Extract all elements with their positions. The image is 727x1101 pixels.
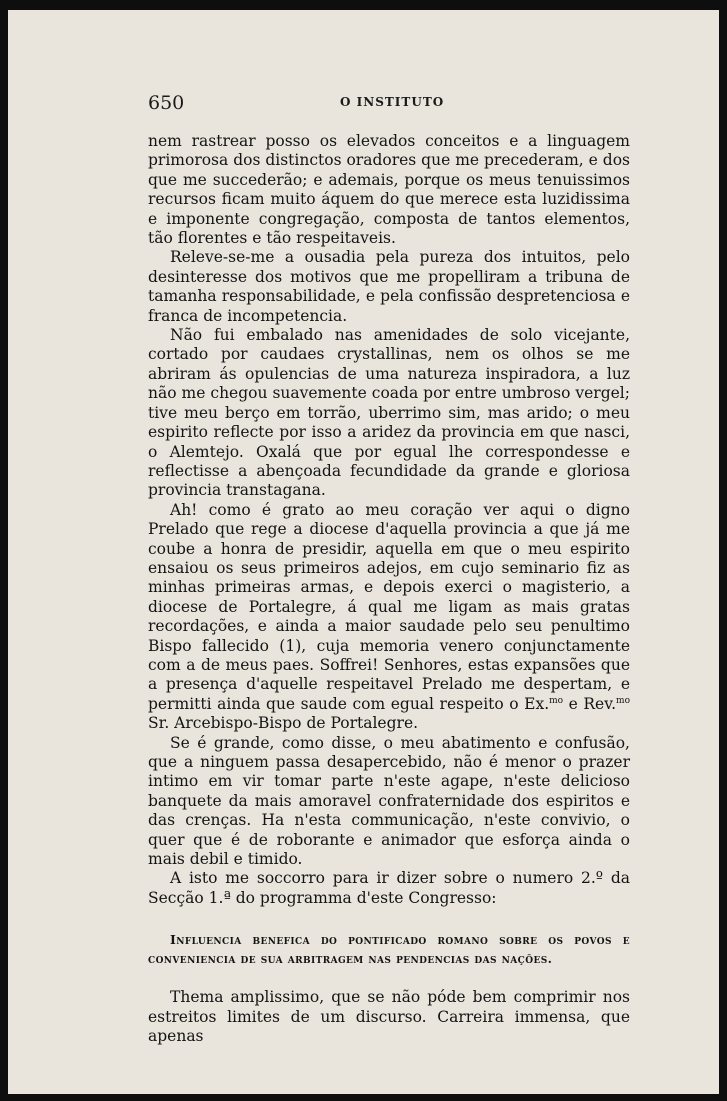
paragraph-5: Se é grande, como disse, o meu abatimento e confusão, que a ninguem passa desapercebido, não é menor o prazer intimo em vir tomar parte n'este agape, n'este delicioso banquete da mais amoravel confraternidade dos espiritos e das crenças. Ha n'esta communicação, n'este convivio, o quer que é de roborante e animador que esforça ainda o mais debil e timido. [148,733,630,869]
paragraph-7: Thema amplissimo, que se não póde bem comprimir nos estreitos limites de um discurso. Carreira immensa, que apenas [148,988,630,1046]
document-page [8,10,719,1094]
paragraph-3: Não fui embalado nas amenidades de solo vicejante, cortado por caudaes crystallinas, nem os olhos se me abriram ás opulencias de uma natureza inspiradora, a luz não me chegou suavemente coada por entre umbroso vergel; tive meu berço em torrão, uberrimo sim, mas arido; o meu espirito reflecte por isso a aridez da provincia em que nasci, o Alemtejo. Oxalá que por egual lhe correspondesse e reflectisse a abençoada fecundidade da grande e gloriosa provincia transtagana. [148,326,630,500]
paragraph-4-text: Ah! como é grato ao meu coração ver aqui o digno Prelado que rege a diocese d'aquella provincia a que já me coube a honra de presidir, aquella em que o meu espirito ensaiou os seus primeiros adejos, em cujo seminario fiz as minhas primeiras armas, e depois exerci o magisterio, a diocese de Portalegre, á qual me ligam as mais gratas recordações, e ainda a maior saudade pelo seu penultimo Bispo fallecido (1), cuja memoria venero conjunctamente com a de meus paes. Soffrei! Senhores, estas expansões que a presença d'aquelle respeitavel Prelado me despertam, e permitti ainda que saude com egual respeito o Ex. [148,500,630,713]
paragraph-6: A isto me soccorro para ir dizer sobre o numero 2.º da Secção 1.ª do programma d'este Congresso: [148,869,630,907]
page-header [148,92,636,114]
running-head: O INSTITUTO [340,95,445,109]
section-title: Influencia benefica do pontificado romano sobre os povos e conveniencia de sua arbitragem nas pendencias das nações. [148,932,630,967]
paragraph-4 [148,501,630,734]
body-text [148,132,630,1046]
page-number: 650 [148,92,185,114]
rev-superscript: mo [616,695,630,706]
paragraph-2: Releve-se-me a ousadia pela pureza dos intuitos, pelo desinteresse dos motivos que me propelliram a tribuna de tamanha responsabilidade, e pela confissão despretenciosa e franca de incompetencia. [148,248,630,325]
paragraph-4-end: Sr. Arcebispo-Bispo de Portalegre. [148,714,419,733]
paragraph-1: nem rastrear posso os elevados conceitos e a linguagem primorosa dos distinctos oradores que me precederam, e dos que me succederão; e ademais, porque os meus tenuissimos recursos ficam muito áquem do que merece esta luzidissima e imponente congregação, composta de tantos elementos, tão florentes e tão respeitaveis. [148,132,630,248]
rev-text: e Rev. [563,694,617,713]
ex-superscript: mo [549,695,564,706]
